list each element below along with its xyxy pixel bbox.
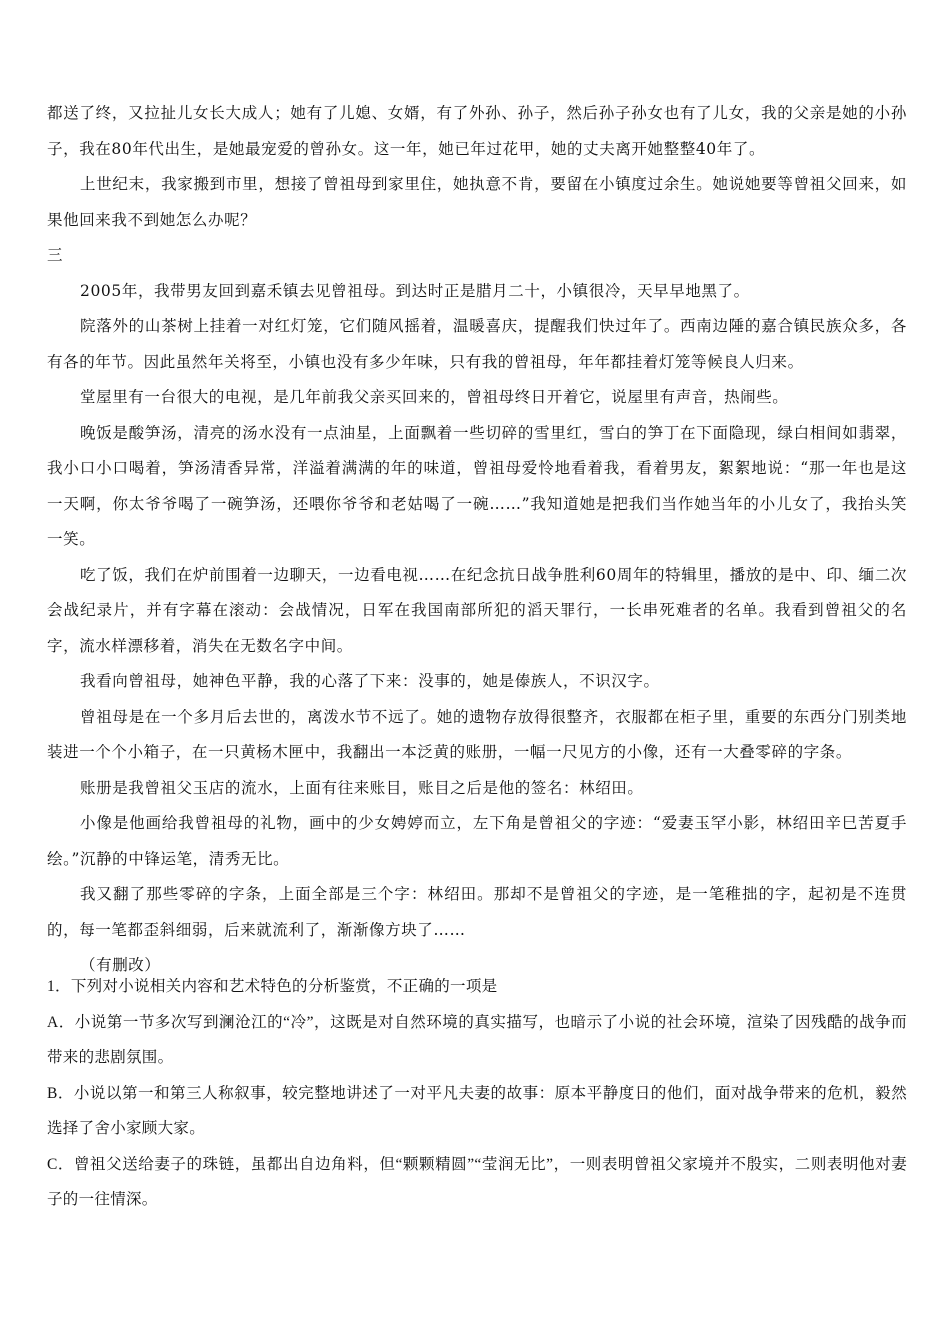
option-b: B．小说以第一和第三人称叙事，较完整地讲述了一对平凡夫妻的故事：原本平静度日的他们，面对战争带来的危机，毅然选择了舍小家顾大家。 bbox=[47, 1084, 907, 1137]
question-block bbox=[47, 969, 907, 1218]
story-paragraph-6: 晚饭是酸笋汤，清亮的汤水没有一点油星，上面飘着一些切碎的雪里红，雪白的笋丁在下面隐现，绿白相间如翡翠，我小口小口喝着，笋汤清香异常，洋溢着满满的年的味道，曾祖母爱怜地看着我，看着男友，絮絮地说：“那一年也是这一天啊，你太爷爷喝了一碗笋汤，还喂你爷爷和老姑喝了一碗……”我知道她是把我们当作她当年的小儿女了，我抬头笑一笑。 bbox=[47, 423, 907, 548]
option-a: A．小说第一节多次写到澜沧江的“冷”，这既是对自然环境的真实描写，也暗示了小说的社会环境，渲染了因残酷的战争而带来的悲剧氛围。 bbox=[47, 1013, 907, 1066]
option-c: C．曾祖父送给妻子的珠链，虽都出自边角料，但“颗颗精圆”“莹润无比”，一则表明曾祖父家境并不殷实，二则表明他对妻子的一往情深。 bbox=[47, 1155, 907, 1208]
story-paragraph-11: 小像是他画给我曾祖母的礼物，画中的少女娉婷而立，左下角是曾祖父的字迹：“爱妻玉罕小影，林绍田辛巳苦夏手绘。”沉静的中锋运笔，清秀无比。 bbox=[47, 814, 907, 868]
story-text bbox=[47, 96, 907, 984]
section-number: 三 bbox=[47, 246, 63, 264]
story-paragraph-5: 堂屋里有一台很大的电视，是几年前我父亲买回来的，曾祖母终日开着它，说屋里有声音，热闹些。 bbox=[80, 388, 789, 406]
story-paragraph-12: 我又翻了那些零碎的字条，上面全部是三个字：林绍田。那却不是曾祖父的字迹，是一笔稚拙的字，起初是不连贯的，每一笔都歪斜细弱，后来就流利了，渐渐像方块了…… bbox=[47, 885, 907, 939]
story-paragraph-3: 2005年，我带男友回到嘉禾镇去见曾祖母。到达时正是腊月二十，小镇很冷，天早早地黑了。 bbox=[80, 281, 750, 300]
story-paragraph-10: 账册是我曾祖父玉店的流水，上面有往来账目，账目之后是他的签名：林绍田。 bbox=[80, 778, 644, 797]
story-paragraph-1: 都送了终，又拉扯儿女长大成人；她有了儿媳、女婿，有了外孙、孙子，然后孙子孙女也有了儿女，我的父亲是她的小孙子，我在80年代出生，是她最宠爱的曾孙女。这一年，她已年过花甲，她的丈夫离开她整整40年了。 bbox=[47, 104, 907, 158]
question-stem: 1．下列对小说相关内容和艺术特色的分析鉴赏，不正确的一项是 bbox=[47, 978, 498, 995]
revision-note: （有删改） bbox=[80, 956, 161, 974]
story-paragraph-2: 上世纪末，我家搬到市里，想接了曾祖母到家里住，她执意不肯，要留在小镇度过余生。她说她要等曾祖父回来，如果他回来我不到她怎么办呢？ bbox=[47, 175, 907, 229]
story-paragraph-9: 曾祖母是在一个多月后去世的，离泼水节不远了。她的遗物存放得很整齐，衣服都在柜子里，重要的东西分门别类地装进一个个小箱子，在一只黄杨木匣中，我翻出一本泛黄的账册，一幅一尺见方的小像，还有一大叠零碎的字条。 bbox=[47, 707, 907, 761]
story-paragraph-8: 我看向曾祖母，她神色平静，我的心落了下来：没事的，她是傣族人，不识汉字。 bbox=[80, 672, 660, 690]
story-paragraph-4: 院落外的山茶树上挂着一对红灯笼，它们随风摇着，温暖喜庆，提醒我们快过年了。西南边陲的嘉合镇民族众多，各有各的年节。因此虽然年关将至，小镇也没有多少年味，只有我的曾祖母，年年都挂着灯笼等候良人归来。 bbox=[47, 317, 907, 371]
story-paragraph-7: 吃了饭，我们在炉前围着一边聊天，一边看电视……在纪念抗日战争胜利60周年的特辑里，播放的是中、印、缅二次会战纪录片，并有字幕在滚动：会战情况，日军在我国南部所犯的滔天罪行，一长串死难者的名单。我看到曾祖父的名字，流水样漂移着，消失在无数名字中间。 bbox=[47, 565, 907, 655]
